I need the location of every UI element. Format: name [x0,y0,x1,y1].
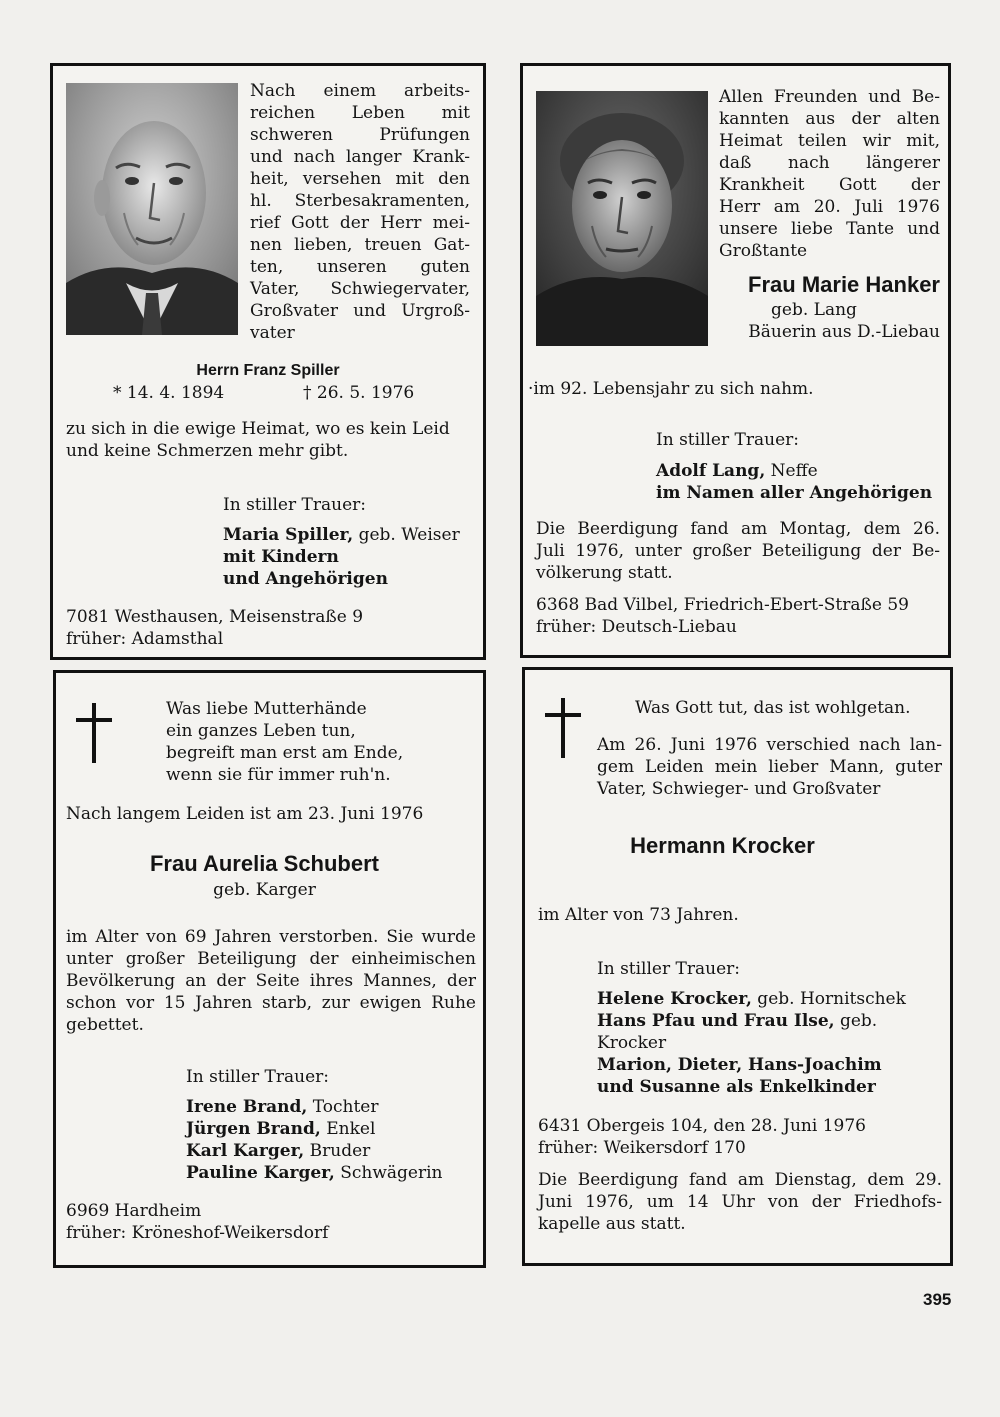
portrait-photo-marie-hanker [536,91,708,346]
mourning-heading: In stiller Trauer: [223,495,366,515]
mourning-heading: In stiller Trauer: [186,1067,329,1087]
occupation: Bäuerin aus D.-Liebau [748,322,940,342]
intro-text: Am 26. Juni 1976 verschied nach lan- gem Leiden mein lieber Mann, guter Vater, Schwieger- und Großvater [597,735,942,799]
mourners-list: Maria Spiller, geb. Weiser mit Kindern und Angehörigen [223,525,460,589]
obituary-franz-spiller [50,63,486,660]
list-item: Pauline Karger, Schwägerin [186,1163,443,1183]
deceased-name: Herrn Franz Spiller [196,362,340,379]
verse: Was Gott tut, das ist wohlgetan. [635,698,911,718]
body-text: zu sich in die ewige Heimat, wo es kein Leid und keine Schmerzen mehr gibt. [66,419,450,461]
address: 6969 Hardheim früher: Kröneshof-Weikersdorf [66,1201,329,1243]
mourners-list: Helene Krocker, geb. Hornitschek Hans Pfau und Frau Ilse, geb. Krocker Marion, Dieter, Hans-Joachim und Susanne als Enkelkinder [597,989,906,1097]
list-item: Karl Karger, Bruder [186,1141,371,1161]
funeral-text: Die Beerdigung fand am Dienstag, dem 29. Juni 1976, um 14 Uhr von der Friedhofs- kapelle aus statt. [538,1170,942,1234]
page-number: 395 [923,1290,952,1309]
mourning-heading: In stiller Trauer: [656,430,799,450]
intro-text: Allen Freunden und Be- kannten aus der alten Heimat teilen wir mit, daß nach längerer Krankheit Gott der Herr am 20. Juli 1976 unsere liebe Tante und Großtante [719,87,940,261]
maiden-name: geb. Karger [213,880,316,900]
address: 6368 Bad Vilbel, Friedrich-Ebert-Straße 59 früher: Deutsch-Liebau [536,595,909,637]
funeral-text: Die Beerdigung fand am Montag, dem 26. Juli 1976, unter großer Beteiligung der Be- völkerung statt. [536,519,940,583]
deceased-name: Hermann Krocker [630,833,815,858]
age-text: im Alter von 73 Jahren. [538,905,739,925]
mourners-list: Adolf Lang, Neffe im Namen aller Angehörigen [656,461,933,503]
obituary-hermann-krocker [522,667,953,1266]
obituary-aurelia-schubert [53,670,486,1268]
maiden-name: geb. Lang [771,300,857,320]
obituary-marie-hanker [520,63,951,658]
address: 6431 Obergeis 104, den 28. Juni 1976 früher: Weikersdorf 170 [538,1116,866,1158]
list-item: Jürgen Brand, Enkel [186,1119,376,1139]
portrait-photo-franz-spiller [66,83,238,335]
cross-icon [92,703,96,763]
body-text: im Alter von 69 Jahren verstorben. Sie wurde unter großer Beteiligung der einheimischen Bevölkerung an der Seite ihres Mannes, der schon vor 15 Jahren starb, zur ewigen Ruhe gebettet. [66,927,476,1035]
address: 7081 Westhausen, Meisenstraße 9 früher: Adamsthal [66,607,364,649]
list-item: Irene Brand, Tochter [186,1097,379,1117]
birth-date: * 14. 4. 1894 [113,383,225,403]
mourning-heading: In stiller Trauer: [597,959,740,979]
intro-text: Nach einem arbeits- reichen Leben mit schweren Prüfungen und nach langer Krank- heit, versehen mit den hl. Sterbesakramenten, rief Gott der Herr mei- nen lieben, treuen Gat- ten, unseren guten Vater, Schwiegervater, Großvater und Urgroß- vater [250,81,470,343]
deceased-name: Frau Aurelia Schubert [149,851,379,876]
mourners-list [186,1096,442,1184]
intro-text: Nach langem Leiden ist am 23. Juni 1976 [66,804,424,824]
deceased-name: Frau Marie Hanker [748,272,940,297]
verse: Was liebe Mutterhände ein ganzes Leben tun, begreift man erst am Ende, wenn sie für immer ruh'n. [166,699,404,785]
cross-icon [561,698,565,758]
death-date: † 26. 5. 1976 [303,383,415,403]
age-text: ·im 92. Lebensjahr zu sich nahm. [528,379,814,399]
